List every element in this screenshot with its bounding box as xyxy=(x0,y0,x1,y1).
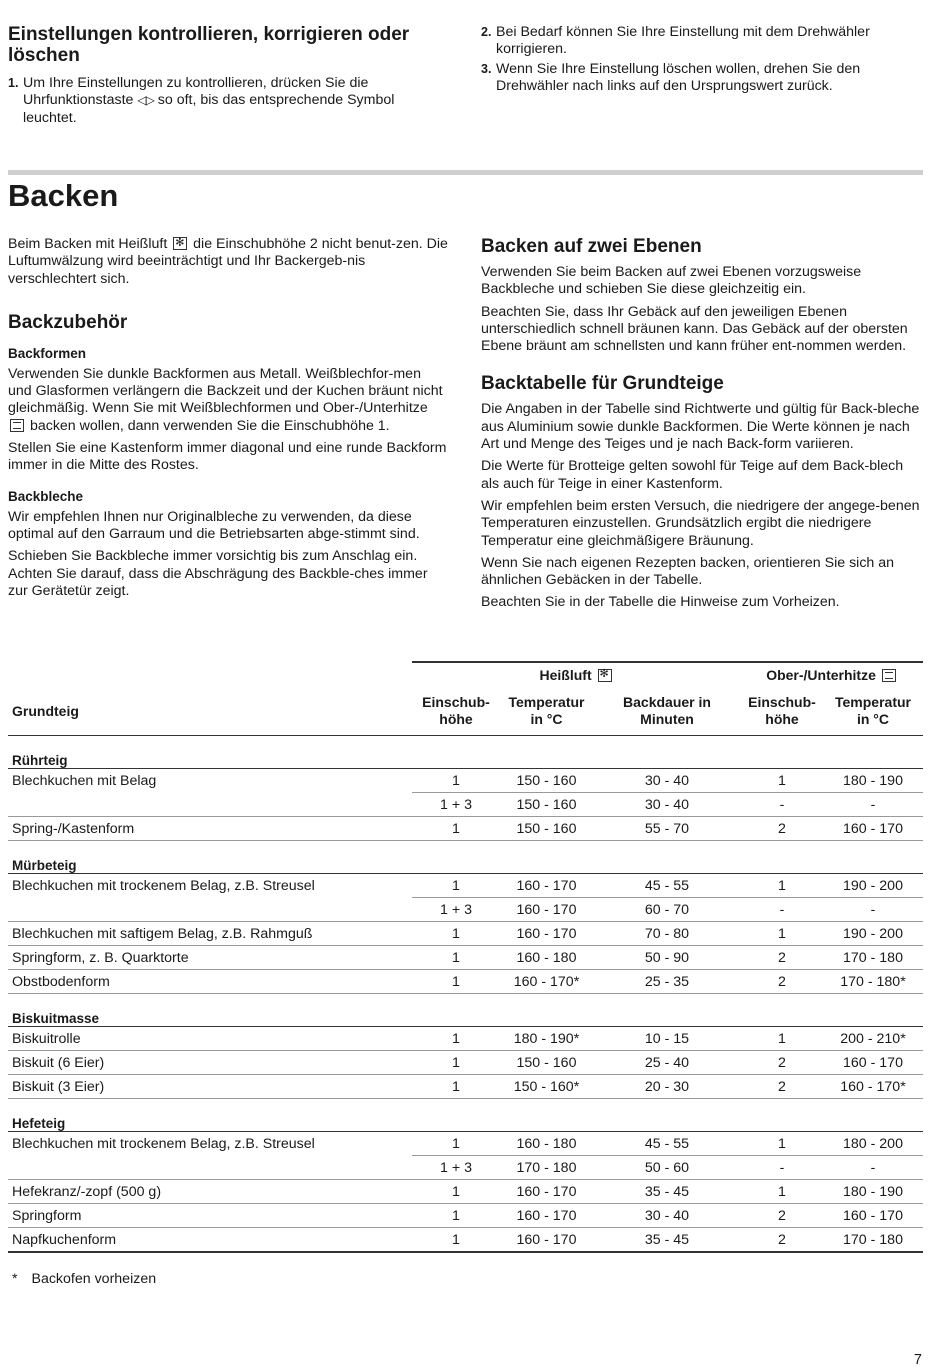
settings-title: Einstellungen kontrollieren, korrigieren oder löschen xyxy=(8,24,410,66)
row-name: Springform, z. B. Quarktorte xyxy=(8,946,412,970)
temperatur-oberunter: 190 - 200 xyxy=(823,874,923,898)
table-group-header xyxy=(8,662,923,687)
backtabelle-paragraph-1: Die Angaben in der Tabelle sind Richtwerte und gültig für Back-bleche aus Aluminium sowie dunkle Backformen. Die Werte können je nach Art und Menge des Teiges und je nach Back-form variieren. xyxy=(481,401,920,453)
table-row xyxy=(8,769,923,793)
einschub-heissluft: 1 xyxy=(412,1051,500,1075)
table-row xyxy=(8,1228,923,1253)
oberunter-label: Ober-/Unterhitze xyxy=(766,667,876,683)
fan-icon xyxy=(173,237,187,250)
group-label: Hefeteig xyxy=(8,1099,923,1132)
backdauer: 60 - 70 xyxy=(593,898,741,922)
row-name: Blechkuchen mit saftigem Belag, z.B. Rahmguß xyxy=(8,922,412,946)
table-group-row xyxy=(8,841,923,874)
step-1 xyxy=(8,75,448,127)
einschub-heissluft: 1 + 3 xyxy=(412,793,500,817)
temperatur-oberunter: - xyxy=(823,1156,923,1180)
table-group-row xyxy=(8,736,923,769)
footnote-text: Backofen vorheizen xyxy=(31,1271,157,1287)
footnote xyxy=(12,1271,156,1287)
einschub-heissluft: 1 xyxy=(412,1075,500,1099)
temperatur-heissluft: 160 - 170 xyxy=(500,874,593,898)
backdauer: 30 - 40 xyxy=(593,769,741,793)
col-temp-a: Temperatur xyxy=(508,694,585,710)
table-row xyxy=(8,874,923,898)
backdauer: 35 - 45 xyxy=(593,1180,741,1204)
step-text: Wenn Sie Ihre Einstellung löschen wollen, drehen Sie den Drehwähler nach links auf den Ursprungswert zurück. xyxy=(496,60,861,94)
col-dauer-a: Backdauer in xyxy=(623,694,711,710)
col-grundteig: Grundteig xyxy=(8,687,412,736)
table-row xyxy=(8,1075,923,1099)
row-name: Blechkuchen mit trockenem Belag, z.B. Streusel xyxy=(12,1135,315,1152)
temperatur-oberunter: 180 - 190 xyxy=(823,1180,923,1204)
table-body xyxy=(8,736,923,1253)
backtabelle-paragraph-4: Wenn Sie nach eigenen Rezepten backen, orientieren Sie sich an ähnlichen Gebäcken in der Tabelle. xyxy=(481,554,895,589)
backdauer: 10 - 15 xyxy=(593,1027,741,1051)
einschub-oberunter: - xyxy=(741,898,823,922)
backformen-paragraph-1 xyxy=(8,366,448,435)
einschub-oberunter: 2 xyxy=(741,970,823,994)
temperatur-oberunter: - xyxy=(823,898,923,922)
zwei-ebenen-paragraph-2: Beachten Sie, dass Ihr Gebäck auf den jeweiligen Ebenen unterschiedlich schnell bräunen kann. Das Gebäck auf der obersten Ebene bräunt am schnellsten und kann früher ent-nommen werden. xyxy=(481,303,908,355)
temperatur-heissluft: 160 - 170 xyxy=(500,1204,593,1228)
step-number: 1. xyxy=(8,76,19,90)
temperatur-heissluft: 150 - 160 xyxy=(500,769,593,793)
temperatur-oberunter: 160 - 170 xyxy=(823,1204,923,1228)
step-text-a: Um Ihre Einstellungen zu kontrollieren, drücken Sie die Uhrfunktionstaste xyxy=(23,75,369,109)
einschub-heissluft: 1 xyxy=(412,1204,500,1228)
temperatur-oberunter: 160 - 170* xyxy=(823,1075,923,1099)
backformen-title: Backformen xyxy=(8,345,87,361)
col-temp-a: Temperatur xyxy=(835,694,911,710)
top-bottom-heat-icon xyxy=(882,669,896,682)
step-text-b: so oft, bis das entsprechende Symbol leuchtet. xyxy=(23,92,395,126)
zwei-ebenen-paragraph-1: Verwenden Sie beim Backen auf zwei Ebenen vorzugsweise Backbleche und schieben Sie diese gleichzeitig ein. xyxy=(481,264,862,298)
backdauer: 50 - 60 xyxy=(593,1156,741,1180)
group-label: Biskuitmasse xyxy=(8,994,923,1027)
einschub-oberunter: 1 xyxy=(741,1132,823,1156)
table-column-header xyxy=(8,687,923,736)
einschub-heissluft: 1 xyxy=(412,1228,500,1253)
intro-paragraph xyxy=(8,236,448,288)
top-right-column xyxy=(481,24,921,95)
step-text: Bei Bedarf können Sie Ihre Einstellung mit dem Drehwähler korrigieren. xyxy=(496,24,870,58)
settings-steps-cont xyxy=(481,24,921,95)
table-row xyxy=(8,1204,923,1228)
einschub-oberunter: - xyxy=(741,793,823,817)
clock-function-icon: ◁▷ xyxy=(137,93,154,108)
temperatur-oberunter: 200 - 210* xyxy=(823,1027,923,1051)
table-row xyxy=(8,1132,923,1156)
temperatur-heissluft: 150 - 160 xyxy=(500,817,593,841)
backtabelle-paragraph-3: Wir empfehlen beim ersten Versuch, die niedrigere der angege-benen Temperaturen einzustellen. Grundsätzlich ergibt die niedrigere Temperatur eine gleichmäßigere Bräunung. xyxy=(481,497,920,549)
temperatur-heissluft: 180 - 190* xyxy=(500,1027,593,1051)
einschub-heissluft: 1 + 3 xyxy=(412,898,500,922)
backdauer: 25 - 40 xyxy=(593,1051,741,1075)
einschub-oberunter: 2 xyxy=(741,1075,823,1099)
section-title: Backen xyxy=(8,178,119,213)
table-row xyxy=(8,817,923,841)
col-temp-2 xyxy=(823,687,923,736)
backzubehoer-title: Backzubehör xyxy=(8,311,128,333)
backtabelle-table xyxy=(8,661,923,1253)
temperatur-heissluft: 150 - 160 xyxy=(500,793,593,817)
row-name: Biskuitrolle xyxy=(8,1027,412,1051)
temperatur-heissluft: 170 - 180 xyxy=(500,1156,593,1180)
step-2 xyxy=(481,24,921,59)
row-name: Springform xyxy=(8,1204,412,1228)
col-einschub-2 xyxy=(741,687,823,736)
heissluft-header xyxy=(412,662,741,687)
temperatur-oberunter: 170 - 180 xyxy=(823,946,923,970)
col-einschub-b: höhe xyxy=(439,711,473,727)
temperatur-heissluft: 160 - 170* xyxy=(500,970,593,994)
einschub-heissluft: 1 xyxy=(412,922,500,946)
einschub-oberunter: 2 xyxy=(741,1204,823,1228)
group-label: Mürbeteig xyxy=(8,841,923,874)
einschub-oberunter: - xyxy=(741,1156,823,1180)
temperatur-heissluft: 160 - 170 xyxy=(500,1180,593,1204)
table-group-row xyxy=(8,1099,923,1132)
temperatur-oberunter: 170 - 180* xyxy=(823,970,923,994)
row-name xyxy=(8,898,412,922)
col-dauer xyxy=(593,687,741,736)
backdauer: 25 - 35 xyxy=(593,970,741,994)
temperatur-oberunter: 160 - 170 xyxy=(823,1051,923,1075)
temperatur-heissluft: 160 - 170 xyxy=(500,1228,593,1253)
einschub-oberunter: 2 xyxy=(741,946,823,970)
backbleche-title: Backbleche xyxy=(8,488,84,504)
temperatur-oberunter: 190 - 200 xyxy=(823,922,923,946)
col-temp-b: in °C xyxy=(856,711,890,727)
einschub-oberunter: 2 xyxy=(741,1228,823,1253)
table-row xyxy=(8,1180,923,1204)
col-einschub-b: höhe xyxy=(765,711,799,727)
fan-icon xyxy=(598,669,612,682)
col-temp-1 xyxy=(500,687,593,736)
einschub-heissluft: 1 + 3 xyxy=(412,1156,500,1180)
temperatur-heissluft: 150 - 160 xyxy=(500,1051,593,1075)
einschub-heissluft: 1 xyxy=(412,1180,500,1204)
einschub-heissluft: 1 xyxy=(412,1027,500,1051)
row-name: Obstbodenform xyxy=(8,970,412,994)
einschub-heissluft: 1 xyxy=(412,874,500,898)
einschub-heissluft: 1 xyxy=(412,769,500,793)
step-3 xyxy=(481,61,921,96)
left-column xyxy=(8,236,448,600)
row-name: Napfkuchenform xyxy=(8,1228,412,1253)
temperatur-oberunter: 180 - 190 xyxy=(823,769,923,793)
einschub-heissluft: 1 xyxy=(412,817,500,841)
einschub-oberunter: 2 xyxy=(741,1051,823,1075)
temperatur-oberunter: - xyxy=(823,793,923,817)
row-name: Blechkuchen mit Belag xyxy=(12,772,157,789)
backformen-text-b: backen wollen, dann verwenden Sie die Einschubhöhe 1. xyxy=(29,417,390,434)
table-group-row xyxy=(8,994,923,1027)
backdauer: 30 - 40 xyxy=(593,793,741,817)
einschub-heissluft: 1 xyxy=(412,1132,500,1156)
row-name: Biskuit (6 Eier) xyxy=(8,1051,412,1075)
backformen-text-a: Verwenden Sie dunkle Backformen aus Metall. Weißblechfor-men und Glasformen verlängern die Backzeit und der Kuchen bräunt nicht gleichmäßig. Wenn Sie mit Weißblechformen und Ober-/Unterhitze xyxy=(8,365,443,417)
einschub-heissluft: 1 xyxy=(412,946,500,970)
temperatur-heissluft: 150 - 160* xyxy=(500,1075,593,1099)
settings-steps xyxy=(8,75,448,127)
backdauer: 50 - 90 xyxy=(593,946,741,970)
backtabelle-paragraph-2: Die Werte für Brotteige gelten sowohl für Teige auf dem Back-blech als auch für Teige in einer Kastenform. xyxy=(481,458,904,492)
temperatur-oberunter: 160 - 170 xyxy=(823,817,923,841)
backdauer: 45 - 55 xyxy=(593,874,741,898)
top-bottom-heat-icon xyxy=(10,419,24,432)
section-divider xyxy=(8,170,923,175)
temperatur-oberunter: 170 - 180 xyxy=(823,1228,923,1253)
intro-text-b: die Einschubhöhe 2 nicht benut-zen. Die Luftumwälzung wird beeinträchtigt und Ihr Backergeb-nis verschlechtert sich. xyxy=(8,236,448,287)
step-number: 3. xyxy=(481,61,492,76)
heissluft-label: Heißluft xyxy=(539,667,592,683)
einschub-oberunter: 1 xyxy=(741,769,823,793)
row-name: Blechkuchen mit trockenem Belag, z.B. Streusel xyxy=(12,877,315,894)
table-row xyxy=(8,946,923,970)
backdauer: 45 - 55 xyxy=(593,1132,741,1156)
backbleche-paragraph-1: Wir empfehlen Ihnen nur Originalbleche zu verwenden, da diese optimal auf den Garraum und die Betriebsarten abge-stimmt sind. xyxy=(8,508,420,542)
group-label: Rührteig xyxy=(8,736,923,769)
backtabelle-paragraph-5: Beachten Sie in der Tabelle die Hinweise zum Vorheizen. xyxy=(481,594,840,611)
backdauer: 20 - 30 xyxy=(593,1075,741,1099)
table-row xyxy=(8,922,923,946)
backdauer: 35 - 45 xyxy=(593,1228,741,1253)
einschub-oberunter: 1 xyxy=(741,922,823,946)
backdauer: 55 - 70 xyxy=(593,817,741,841)
temperatur-oberunter: 180 - 200 xyxy=(823,1132,923,1156)
right-column xyxy=(481,236,923,612)
backdauer: 70 - 80 xyxy=(593,922,741,946)
temperatur-heissluft: 160 - 170 xyxy=(500,922,593,946)
intro-text-a: Beim Backen mit Heißluft xyxy=(8,236,168,252)
backbleche-paragraph-2: Schieben Sie Backbleche immer vorsichtig bis zum Anschlag ein. Achten Sie darauf, dass die Abschrägung des Backble-ches immer zur Gerätetür zeigt. xyxy=(8,548,428,599)
einschub-oberunter: 1 xyxy=(741,874,823,898)
table-row xyxy=(8,898,923,922)
col-dauer-b: Minuten xyxy=(640,711,694,727)
top-left-column xyxy=(8,24,448,127)
einschub-oberunter: 2 xyxy=(741,817,823,841)
page-number: 7 xyxy=(913,1352,922,1368)
backdauer: 30 - 40 xyxy=(593,1204,741,1228)
footnote-mark: * xyxy=(12,1271,18,1287)
oberunter-header xyxy=(741,662,923,687)
col-temp-b: in °C xyxy=(530,711,563,727)
col-einschub-a: Einschub- xyxy=(748,694,816,710)
backformen-paragraph-2: Stellen Sie eine Kastenform immer diagonal und eine runde Backform immer in die Mitte des Rostes. xyxy=(8,440,447,474)
row-name xyxy=(8,1156,412,1180)
zwei-ebenen-title: Backen auf zwei Ebenen xyxy=(481,236,702,257)
row-name xyxy=(8,793,412,817)
table-row xyxy=(8,793,923,817)
table-row xyxy=(8,1051,923,1075)
temperatur-heissluft: 160 - 180 xyxy=(500,946,593,970)
step-number: 2. xyxy=(481,25,492,39)
table-row xyxy=(8,1027,923,1051)
row-name: Biskuit (3 Eier) xyxy=(8,1075,412,1099)
backtabelle-title: Backtabelle für Grundteige xyxy=(481,373,724,395)
col-einschub-a: Einschub- xyxy=(422,694,490,710)
table-row xyxy=(8,1156,923,1180)
temperatur-heissluft: 160 - 170 xyxy=(500,898,593,922)
row-name: Hefekranz/-zopf (500 g) xyxy=(8,1180,412,1204)
einschub-oberunter: 1 xyxy=(741,1027,823,1051)
temperatur-heissluft: 160 - 180 xyxy=(500,1132,593,1156)
einschub-oberunter: 1 xyxy=(741,1180,823,1204)
einschub-heissluft: 1 xyxy=(412,970,500,994)
table-row xyxy=(8,970,923,994)
col-einschub-1 xyxy=(412,687,500,736)
row-name: Spring-/Kastenform xyxy=(8,817,412,841)
